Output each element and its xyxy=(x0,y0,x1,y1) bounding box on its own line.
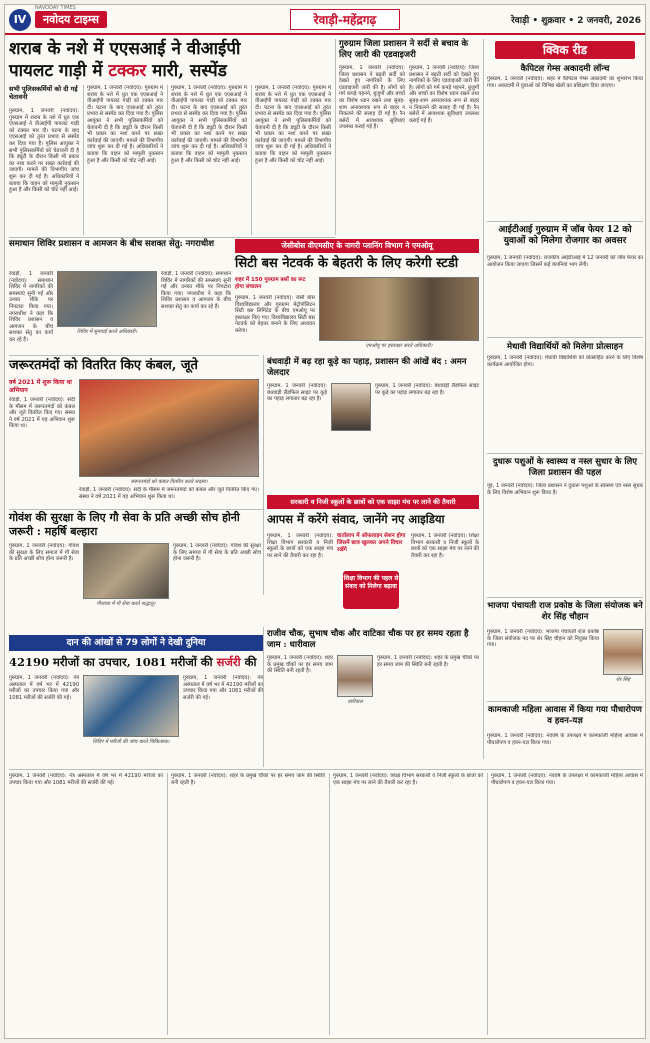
lead-body-col3: गुरुग्राम, 1 जनवरी (नवोदय): गुरुग्राम में शराब के नशे में धुत एक एएसआई ने वीआईपी पायलट गाड़ी को टक्कर मार दी। घटना के बाद एएसआई को तुरंत प्रभाव से सस्पेंड कर दिया गया है। पुलिस आयुक्त ने सभी पुलिसकर्मियों को चेतावनी दी है कि ड्यूटी के दौरान किसी भी प्रकार का नशा करने पर सख्त कार्रवाई की जाएगी। मामले की विभागीय जांच शुरू कर दी गई है। अधिकारियों ने बताया कि वाहन को मामूली नुकसान हुआ है और किसी को चोट नहीं आई। xyxy=(171,85,247,164)
samadhan-headline-block xyxy=(9,239,229,269)
masthead-tiny-label: NAVODAY TIMES xyxy=(35,5,76,11)
kamkaji-body: गुरुग्राम, 1 जनवरी (नवोदय): नववर्ष के उपलक्ष्य में कामकाजी महिला आवास में पौधारोपण व हवन-यज्ञ किया गया। xyxy=(487,733,643,746)
advisory-body-col1: गुरुग्राम, 1 जनवरी (नवोदय): जिला प्रशासन ने बढ़ती सर्दी को देखते हुए नागरिकों के लिए एडवाइजरी जारी की है। लोगों को गर्म कपड़े पहनने, बुजुर्गों और बच्चों का विशेष ध्यान रखने तथा सुबह-शाम अनावश्यक रूप से बाहर न निकलने की सलाह दी गई है। रैन बसेरों में आवश्यक सुविधाएं उपलब्ध कराई गई हैं। xyxy=(339,65,405,131)
lead-body-col1: गुरुग्राम, 1 जनवरी (नवोदय): गुरुग्राम में शराब के नशे में धुत एक एएसआई ने वीआईपी पायलट गाड़ी को टक्कर मार दी। घटना के बाद एएसआई को तुरंत प्रभाव से सस्पेंड कर दिया गया है। पुलिस आयुक्त ने सभी पुलिसकर्मियों को चेतावनी दी है कि ड्यूटी के दौरान किसी भी प्रकार का नशा करने पर सख्त कार्रवाई की जाएगी। मामले की विभागीय जांच शुरू कर दी गई है। अधिकारियों ने बताया कि वाहन को मामूली नुकसान हुआ है और किसी को चोट नहीं आई। xyxy=(9,108,79,194)
blankets-headline-block xyxy=(9,357,259,377)
dialogue-body-col1: गुरुग्राम, 1 जनवरी (नवोदय): शिक्षा विभाग सरकारी व निजी स्कूलों के छात्रों को एक साझा मंच पर लाने की तैयारी कर रहा है। xyxy=(267,533,333,559)
quick-read-label: क्विक रीड xyxy=(495,41,635,59)
newspaper-page xyxy=(4,4,646,1039)
dialogue-bullet: वार्तालाप में ऑफलाइन सेशन होगा जिसमें छात्र खुलकर अपने विचार रखेंगे xyxy=(337,533,406,553)
gauseva-body-col2: गुरुग्राम, 1 जनवरी (नवोदय): गोवंश की सुरक्षा के लिए समाज में गौ सेवा के प्रति अच्छी सोच होना जरूरी है। xyxy=(173,543,261,563)
blankets-photo xyxy=(79,379,259,477)
bhajpa-portrait xyxy=(603,629,643,675)
quick-read-item3-body: गुरुग्राम, 1 जनवरी (नवोदय): मेधावी विद्यार्थियों को प्रोत्साहित करने के लिए विशेष कार्यक्रम आयोजित होगा। xyxy=(487,355,643,368)
jcbose-photo xyxy=(319,277,479,341)
dialogue-body-col2: गुरुग्राम, 1 जनवरी (नवोदय): शिक्षा विभाग सरकारी व निजी स्कूलों के छात्रों को एक साझा मंच पर लाने की तैयारी कर रहा है। xyxy=(411,533,479,559)
lead-headline-highlight: टक्कर xyxy=(108,61,147,81)
bhajpa-caption: शेर सिंह xyxy=(615,677,631,683)
eyes-headline-highlight: सर्जरी xyxy=(216,655,241,669)
dialogue-badge: शिक्षा विभाग की पहल से संवाद को मिलेगा बढ़ावा xyxy=(343,571,399,609)
cattle-body: नूंह, 1 जनवरी (नवोदय): जिला प्रशासन ने दुधारू पशुओं के स्वास्थ्य एवं नस्ल सुधार के लिए विशेष अभियान शुरू किया है। xyxy=(487,483,643,496)
garbage-body-col2: गुरुग्राम, 1 जनवरी (नवोदय): बंधवाड़ी लैंडफिल साइट पर कूड़े का पहाड़ लगातार बढ़ रहा है। xyxy=(375,383,479,396)
paper-name: नवोदय टाइम्स xyxy=(35,11,107,28)
samadhan-body-col2: रेवाड़ी, 1 जनवरी (नवोदय): समाधान शिविर में नागरिकों की समस्याएं सुनी गईं और उनका मौके पर निपटारा किया गया। नगराधीश ने कहा कि शिविर प्रशासन व आमजन के बीच सशक्त सेतु का कार्य कर रहे हैं। xyxy=(161,271,231,310)
rajiv-body-col1: गुरुग्राम, 1 जनवरी (नवोदय): शहर के प्रमुख चौकों पर हर समय जाम की स्थिति बनी रहती है। xyxy=(267,655,333,675)
jcbose-bullet: शहर में 150 गुरुग्राम बसों का रूट होगा संचालन xyxy=(235,277,306,290)
eyes-headline-block xyxy=(9,653,263,673)
samadhan-headline: समाधान शिविर प्रशासन व आमजन के बीच सशक्त सेतु: नगराधीश xyxy=(9,239,215,249)
advisory-body-col2: गुरुग्राम, 1 जनवरी (नवोदय): जिला प्रशासन ने बढ़ती सर्दी को देखते हुए नागरिकों के लिए एडवाइजरी जारी की है। लोगों को गर्म कपड़े पहनने, बुजुर्गों और बच्चों का विशेष ध्यान रखने तथा सुबह-शाम अनावश्यक रूप से बाहर न निकलने की सलाह दी गई है। रैन बसेरों में आवश्यक सुविधाएं उपलब्ध कराई गई हैं। xyxy=(409,65,479,124)
continuation-col2: गुरुग्राम, 1 जनवरी (नवोदय): शहर के प्रमुख चौकों पर हर समय जाम की स्थिति बनी रहती है। xyxy=(171,773,325,786)
eyes-caption: शिविर में मरीजों की जांच करते चिकित्सक। xyxy=(92,739,170,745)
blankets-body-col1: रेवाड़ी, 1 जनवरी (नवोदय): सर्दी के मौसम में जरूरतमंदों को कंबल और जूते वितरित किए गए। संस्था ने वर्ष 2021 में यह अभियान शुरू किया था। xyxy=(9,397,75,430)
jcbose-caption: एमओयू पर हस्ताक्षर करते अधिकारी। xyxy=(365,343,433,349)
gauseva-photo xyxy=(83,543,169,599)
kamkaji-headline-block xyxy=(487,705,643,731)
gauseva-body-col1: गुरुग्राम, 1 जनवरी (नवोदय): गोवंश की सुरक्षा के लिए समाज में गौ सेवा के प्रति अच्छी सोच होना जरूरी है। xyxy=(9,543,79,563)
lead-sub-headline: सभी पुलिसकर्मियों को दी गई चेतावनी xyxy=(9,85,78,101)
blankets-body-col2: रेवाड़ी, 1 जनवरी (नवोदय): सर्दी के मौसम में जरूरतमंदों को कंबल और जूते वितरित किए गए। संस्था ने वर्ष 2021 में यह अभियान शुरू किया था। xyxy=(79,487,259,500)
rajiv-headline: राजीव चौक, सुभाष चौक और वाटिका चौक पर हर समय रहता है जाम : धारीवाल xyxy=(267,629,469,650)
bhajpa-headline-block xyxy=(487,601,643,627)
gauseva-headline-block xyxy=(9,511,263,541)
dateline: रेवाड़ी • शुक्रवार • 2 जनवरी, 2026 xyxy=(511,16,641,26)
quick-read-item2-body: गुरुग्राम, 1 जनवरी (नवोदय): राजकीय आईटीआई में 12 जनवरी को जॉब फेयर का आयोजन किया जाएगा जिसमें कई कंपनियां भाग लेंगी। xyxy=(487,255,643,268)
section-title: रेवाड़ी-महेंद्रगढ़ xyxy=(290,9,400,30)
lead-body-col4: गुरुग्राम, 1 जनवरी (नवोदय): गुरुग्राम में शराब के नशे में धुत एक एएसआई ने वीआईपी पायलट गाड़ी को टक्कर मार दी। घटना के बाद एएसआई को तुरंत प्रभाव से सस्पेंड कर दिया गया है। पुलिस आयुक्त ने सभी पुलिसकर्मियों को चेतावनी दी है कि ड्यूटी के दौरान किसी भी प्रकार का नशा करने पर सख्त कार्रवाई की जाएगी। मामले की विभागीय जांच शुरू कर दी गई है। अधिकारियों ने बताया कि वाहन को मामूली नुकसान हुआ है और किसी को चोट नहीं आई। xyxy=(255,85,331,164)
eyes-body-col1: गुरुग्राम, 1 जनवरी (नवोदय): नेत्र अस्पताल में वर्ष भर में 42190 मरीजों का उपचार किया गया और 1081 मरीजों की सर्जरी की गई। xyxy=(9,675,79,701)
blankets-caption: जरूरतमंदों को कंबल वितरित करते सदस्य। xyxy=(130,479,208,485)
samadhan-caption: शिविर में सुनवाई करते अधिकारी। xyxy=(76,329,138,335)
eyes-photo xyxy=(83,675,179,737)
eyes-banner: दान की आंखों से 79 लोगों ने देखी दुनिया xyxy=(9,635,263,651)
quick-read-item1-body: गुरुग्राम, 1 जनवरी (नवोदय): शहर में कैपिटल गेम्स अकादमी का शुभारंभ किया गया। अकादमी में युवाओं को विभिन्न खेलों का प्रशिक्षण दिया जाएगा। xyxy=(487,76,643,89)
samadhan-photo xyxy=(57,271,157,327)
cattle-headline-block xyxy=(487,457,643,481)
dialogue-banner: सरकारी व निजी स्कूलों के छात्रों को एक साझा मंच पर लाने की तैयारी xyxy=(267,495,479,509)
quick-read-item2-title: आईटीआई गुरुग्राम में जॉब फेयर 12 को युवाओं को मिलेगा रोजगार का अवसर xyxy=(498,225,632,246)
samadhan-body-col1: रेवाड़ी, 1 जनवरी (नवोदय): समाधान शिविर में नागरिकों की समस्याएं सुनी गईं और उनका मौके पर निपटारा किया गया। नगराधीश ने कहा कि शिविर प्रशासन व आमजन के बीच सशक्त सेतु का कार्य कर रहे हैं। xyxy=(9,271,53,343)
jcbose-headline: सिटी बस नेटवर्क के बेहतरी के लिए करेगी स्टडी xyxy=(235,256,459,271)
lead-body-col2: गुरुग्राम, 1 जनवरी (नवोदय): गुरुग्राम में शराब के नशे में धुत एक एएसआई ने वीआईपी पायलट गाड़ी को टक्कर मार दी। घटना के बाद एएसआई को तुरंत प्रभाव से सस्पेंड कर दिया गया है। पुलिस आयुक्त ने सभी पुलिसकर्मियों को चेतावनी दी है कि ड्यूटी के दौरान किसी भी प्रकार का नशा करने पर सख्त कार्रवाई की जाएगी। मामले की विभागीय जांच शुरू कर दी गई है। अधिकारियों ने बताया कि वाहन को मामूली नुकसान हुआ है और किसी को चोट नहीं आई। xyxy=(87,85,163,164)
rajiv-headline-block xyxy=(267,629,479,653)
advisory-headline: गुरुग्राम जिला प्रशासन ने सर्दी से बचाव के लिए जारी की एडवाइजरी xyxy=(339,39,469,60)
lead-headline-line2: पायलट गाड़ी में टक्कर मारी, सस्पेंड xyxy=(9,61,227,81)
garbage-portrait xyxy=(331,383,371,431)
bhajpa-headline: भाजपा पंचायती राज प्रकोष्ठ के जिला संयोजक बने शेर सिंह चौहान xyxy=(487,601,643,622)
dialogue-headline: आपस में करेंगे संवाद, जानेंगे नए आइडिया xyxy=(267,512,445,526)
rajiv-portrait xyxy=(337,655,373,697)
blankets-headline: जरूरतमंदों को वितरित किए कंबल, जूते xyxy=(9,358,198,373)
garbage-body-col1: गुरुग्राम, 1 जनवरी (नवोदय): बंधवाड़ी लैंडफिल साइट पर कूड़े का पहाड़ लगातार बढ़ रहा है। xyxy=(267,383,327,403)
quick-read-item1-title: कैपिटल गेम्स अकादमी लॉन्च xyxy=(520,64,610,74)
edition-badge: IV xyxy=(9,9,31,31)
kamkaji-headline: कामकाजी महिला आवास में किया गया पौधारोपण व हवन-यज्ञ xyxy=(488,705,642,726)
jcbose-body-col1: गुरुग्राम, 1 जनवरी (नवोदय): जेसी बोस विश्वविद्यालय और गुरुग्राम मेट्रोपॉलिटन सिटी बस लिमिटेड के बीच एमओयू पर हस्ताक्षर किए गए। विश्वविद्यालय सिटी बस नेटवर्क को बेहतर बनाने के लिए अध्ययन करेगा। xyxy=(235,295,315,334)
quick-read-item3-title: मेधावी विद्यार्थियों को मिलेगा प्रोत्साहन xyxy=(507,342,623,352)
bhajpa-body: गुरुग्राम, 1 जनवरी (नवोदय): भाजपा पंचायती राज प्रकोष्ठ के जिला संयोजक पद पर शेर सिंह चौहान को नियुक्त किया गया। xyxy=(487,629,599,649)
dialogue-headline-block xyxy=(267,511,479,531)
blankets-bullet: वर्ष 2021 में शुरू किया था अभियान xyxy=(9,379,72,394)
continuation-col3: गुरुग्राम, 1 जनवरी (नवोदय): शिक्षा विभाग सरकारी व निजी स्कूलों के छात्रों को एक साझा मंच पर लाने की तैयारी कर रहा है। xyxy=(333,773,483,786)
lead-headline-line1: शराब के नशे में एएसआई ने वीआईपी xyxy=(9,39,241,59)
garbage-headline: बंधवाड़ी में बढ़ रहा कूड़े का पहाड़, प्रशासन की आंखें बंद : अमन जेलदार xyxy=(267,357,467,378)
rajiv-caption: धारीवाल xyxy=(347,699,363,705)
continuation-col4: गुरुग्राम, 1 जनवरी (नवोदय): नववर्ष के उपलक्ष्य में कामकाजी महिला आवास में पौधारोपण व हवन-यज्ञ किया गया। xyxy=(491,773,643,786)
gauseva-headline: गोवंश की सुरक्षा के लिए गौ सेवा के प्रति अच्छी सोच होनी जरूरी : महर्षि बल्हारा xyxy=(9,511,240,538)
cattle-headline: दुधारू पशुओं के स्वास्थ्य व नस्ल सुधार के लिए जिला प्रशासन की पहल xyxy=(493,457,637,478)
garbage-headline-block xyxy=(267,357,479,381)
rajiv-body-col2: गुरुग्राम, 1 जनवरी (नवोदय): शहर के प्रमुख चौकों पर हर समय जाम की स्थिति बनी रहती है। xyxy=(377,655,479,668)
eyes-body-col2: गुरुग्राम, 1 जनवरी (नवोदय): नेत्र अस्पताल में वर्ष भर में 42190 मरीजों का उपचार किया गया और 1081 मरीजों की सर्जरी की गई। xyxy=(183,675,263,701)
eyes-headline: 42190 मरीजों का उपचार, 1081 मरीजों की सर्जरी की xyxy=(9,655,257,669)
jcbose-headline-block xyxy=(235,255,479,275)
gauseva-caption: गौशाला में गौ सेवा करते श्रद्धालु। xyxy=(96,601,156,607)
jcbose-banner: जेसीबोस वीएमसीए के नागरी प्लानिंग विभाग ने एमओयू xyxy=(235,239,479,253)
masthead xyxy=(5,5,646,35)
continuation-col1: गुरुग्राम, 1 जनवरी (नवोदय): नेत्र अस्पताल में वर्ष भर में 42190 मरीजों का उपचार किया गया और 1081 मरीजों की सर्जरी की गई। xyxy=(9,773,163,786)
